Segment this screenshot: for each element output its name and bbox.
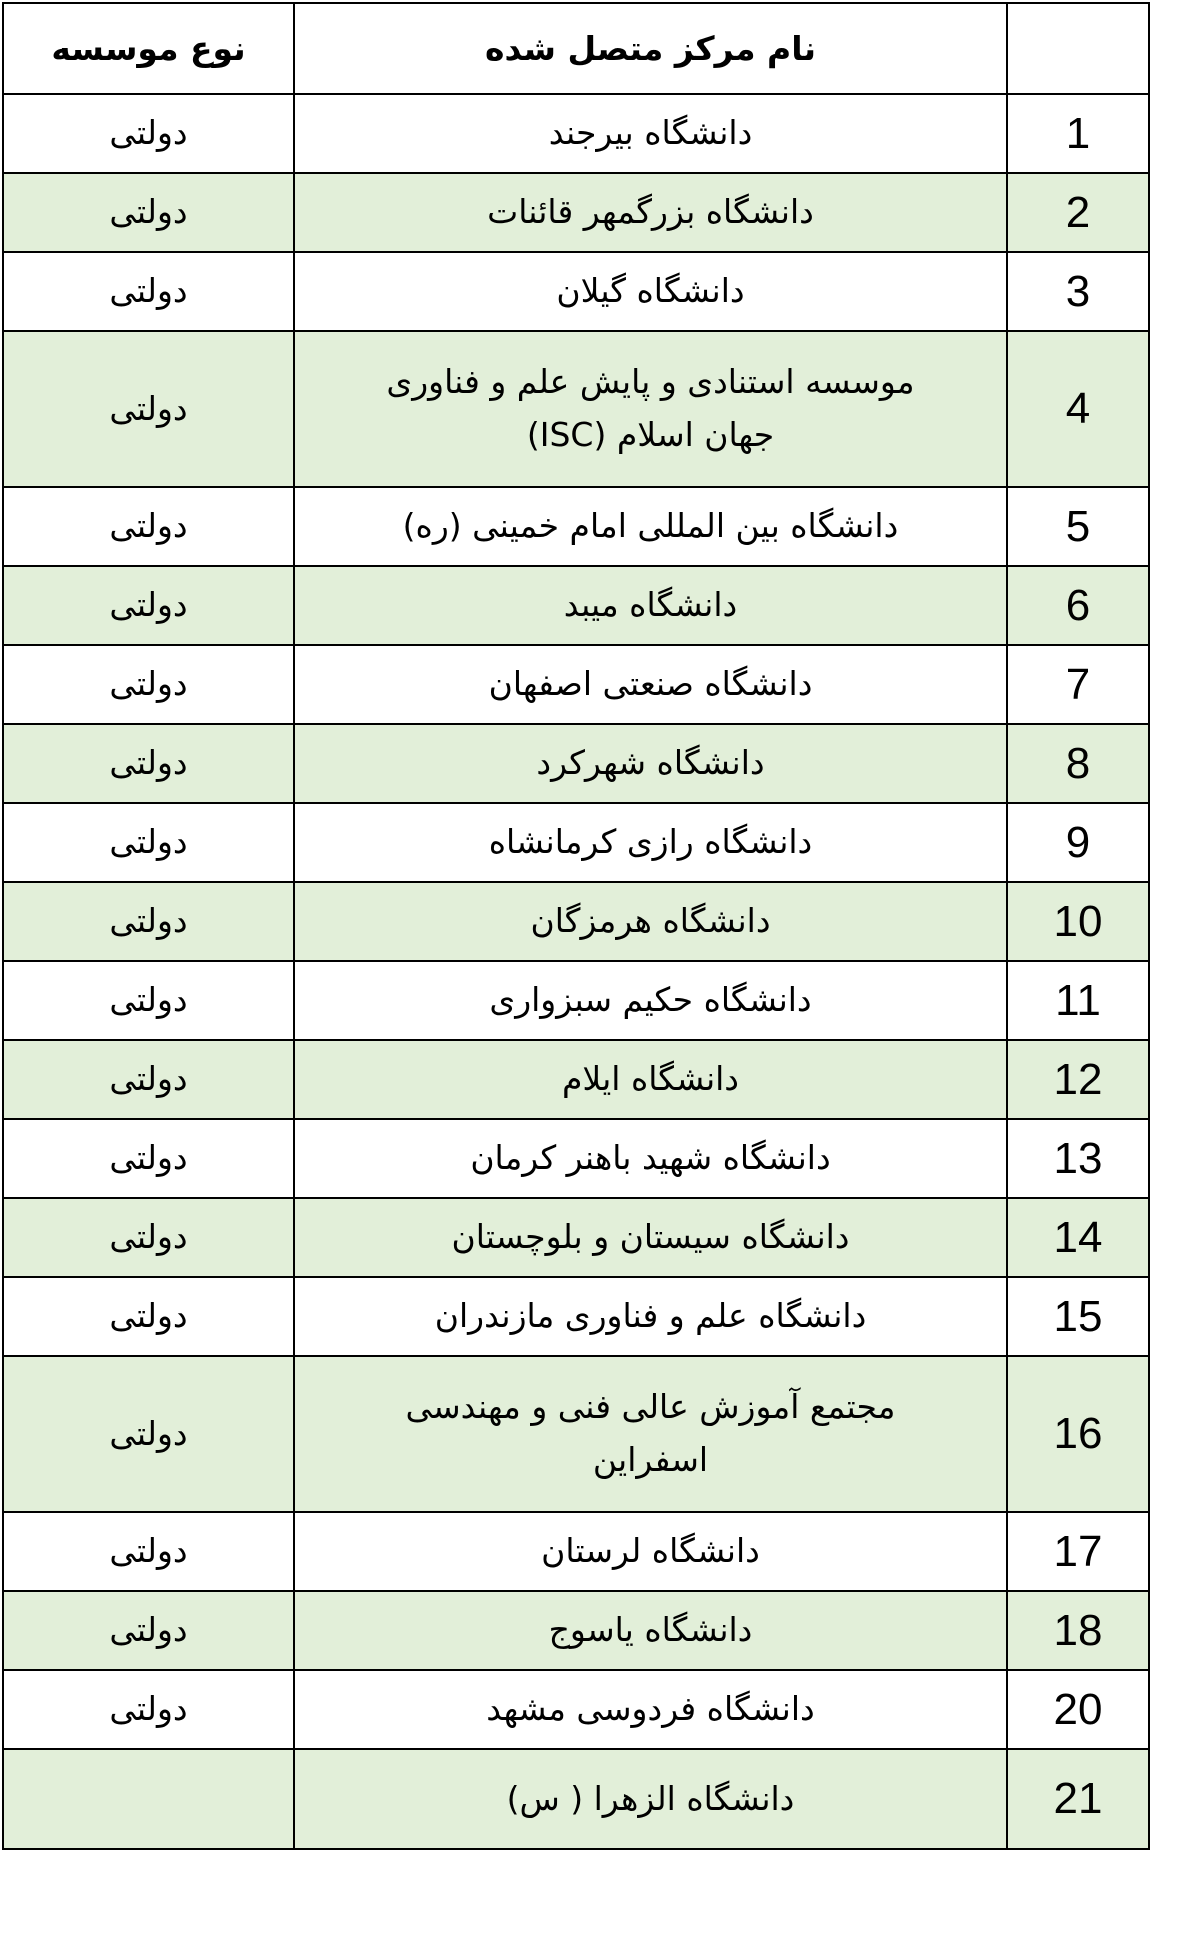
institution-name-text: دانشگاه فردوسی مشهد — [486, 1689, 815, 1729]
institution-name-text: دانشگاه بزرگمهر قائنات — [487, 192, 814, 232]
institution-name-text: دانشگاه ایلام — [561, 1059, 740, 1099]
institution-name-text: دانشگاه شهید باهنر کرمان — [470, 1138, 831, 1178]
row-number-cell: 2 — [1007, 173, 1149, 252]
institution-type-cell: دولتی — [3, 1040, 294, 1119]
institution-name-cell — [294, 803, 1007, 882]
institution-type-cell: دولتی — [3, 1198, 294, 1277]
row-number-cell: 16 — [1007, 1356, 1149, 1512]
table-row — [3, 645, 1149, 724]
header-type: نوع موسسه — [3, 3, 294, 94]
institution-name-text: دانشگاه شهرکرد — [536, 743, 765, 783]
row-number-cell: 7 — [1007, 645, 1149, 724]
institution-name-cell — [294, 961, 1007, 1040]
institution-name-text: دانشگاه حکیم سبزواری — [489, 980, 812, 1020]
institution-type-cell: دولتی — [3, 487, 294, 566]
row-number-cell: 15 — [1007, 1277, 1149, 1356]
institution-name-text: دانشگاه رازی کرمانشاه — [488, 822, 813, 862]
table-row — [3, 331, 1149, 487]
institution-type-cell: دولتی — [3, 1670, 294, 1749]
institution-name-cell — [294, 724, 1007, 803]
header-name: نام مرکز متصل شده — [294, 3, 1007, 94]
row-number-cell: 21 — [1007, 1749, 1149, 1849]
table-body — [3, 94, 1149, 1849]
institution-type-cell: دولتی — [3, 1277, 294, 1356]
institution-type-cell: دولتی — [3, 173, 294, 252]
institution-name-cell — [294, 1198, 1007, 1277]
institution-name-text: مجتمع آموزش عالی فنی و مهندسی اسفراین — [405, 1387, 896, 1479]
institution-name-cell — [294, 1512, 1007, 1591]
institution-type-cell: دولتی — [3, 724, 294, 803]
institution-type-cell: دولتی — [3, 1512, 294, 1591]
institution-name-text: دانشگاه صنعتی اصفهان — [488, 664, 813, 704]
table-row — [3, 1356, 1149, 1512]
institution-name-text: دانشگاه بین المللی امام خمینی (ره) — [402, 506, 899, 546]
institution-type-cell: دولتی — [3, 94, 294, 173]
row-number-cell: 4 — [1007, 331, 1149, 487]
institution-name-text: موسسه استنادی و پایش علم و فناوری جهان اسلام (ISC) — [386, 362, 915, 454]
table-row — [3, 1670, 1149, 1749]
row-number-cell: 1 — [1007, 94, 1149, 173]
table-row — [3, 724, 1149, 803]
table-row — [3, 1749, 1149, 1849]
institution-type-cell — [3, 1749, 294, 1849]
institution-type-cell: دولتی — [3, 645, 294, 724]
institution-name-text: دانشگاه میبد — [563, 585, 738, 625]
institution-name-text: دانشگاه گیلان — [556, 271, 745, 311]
institution-name-cell — [294, 1749, 1007, 1849]
institution-name-cell — [294, 331, 1007, 487]
institution-name-text: دانشگاه لرستان — [541, 1531, 760, 1571]
institution-type-cell: دولتی — [3, 1356, 294, 1512]
institution-name-cell — [294, 645, 1007, 724]
row-number-cell: 6 — [1007, 566, 1149, 645]
institution-name-cell — [294, 566, 1007, 645]
row-number-cell: 10 — [1007, 882, 1149, 961]
header-number — [1007, 3, 1149, 94]
institution-type-cell: دولتی — [3, 1591, 294, 1670]
row-number-cell: 9 — [1007, 803, 1149, 882]
row-number-cell: 3 — [1007, 252, 1149, 331]
table-row — [3, 803, 1149, 882]
institution-name-cell — [294, 1277, 1007, 1356]
institution-name-cell — [294, 487, 1007, 566]
row-number-cell: 13 — [1007, 1119, 1149, 1198]
table-row — [3, 1512, 1149, 1591]
institution-name-text: دانشگاه الزهرا ( س) — [506, 1778, 795, 1818]
institution-name-text: دانشگاه یاسوج — [548, 1610, 753, 1650]
institution-name-text: دانشگاه هرمزگان — [530, 901, 771, 941]
institution-name-cell — [294, 252, 1007, 331]
institution-type-cell: دولتی — [3, 961, 294, 1040]
table-row — [3, 1198, 1149, 1277]
table-row — [3, 566, 1149, 645]
row-number-cell: 14 — [1007, 1198, 1149, 1277]
row-number-cell: 12 — [1007, 1040, 1149, 1119]
institution-name-text: دانشگاه علم و فناوری مازندران — [434, 1296, 867, 1336]
table-row — [3, 882, 1149, 961]
row-number-cell: 8 — [1007, 724, 1149, 803]
table-row — [3, 487, 1149, 566]
institution-type-cell: دولتی — [3, 803, 294, 882]
institution-type-cell: دولتی — [3, 1119, 294, 1198]
institutions-table-wrapper — [2, 2, 1148, 1850]
institution-type-cell: دولتی — [3, 331, 294, 487]
table-row — [3, 1277, 1149, 1356]
institution-name-text: دانشگاه سیستان و بلوچستان — [451, 1217, 850, 1257]
institution-type-cell: دولتی — [3, 882, 294, 961]
institution-name-cell — [294, 1040, 1007, 1119]
header-row — [3, 3, 1149, 94]
institution-name-cell — [294, 882, 1007, 961]
table-row — [3, 1119, 1149, 1198]
institution-name-cell — [294, 94, 1007, 173]
institution-name-cell — [294, 1356, 1007, 1512]
table-row — [3, 1040, 1149, 1119]
row-number-cell: 18 — [1007, 1591, 1149, 1670]
table-row — [3, 94, 1149, 173]
row-number-cell: 5 — [1007, 487, 1149, 566]
institution-type-cell: دولتی — [3, 252, 294, 331]
institution-name-cell — [294, 173, 1007, 252]
institution-name-cell — [294, 1591, 1007, 1670]
institution-name-cell — [294, 1119, 1007, 1198]
institution-name-cell — [294, 1670, 1007, 1749]
table-row — [3, 252, 1149, 331]
table-row — [3, 173, 1149, 252]
table-row — [3, 961, 1149, 1040]
institutions-table — [2, 2, 1150, 1850]
row-number-cell: 20 — [1007, 1670, 1149, 1749]
row-number-cell: 11 — [1007, 961, 1149, 1040]
table-row — [3, 1591, 1149, 1670]
institution-name-text: دانشگاه بیرجند — [548, 113, 753, 153]
institution-type-cell: دولتی — [3, 566, 294, 645]
row-number-cell: 17 — [1007, 1512, 1149, 1591]
